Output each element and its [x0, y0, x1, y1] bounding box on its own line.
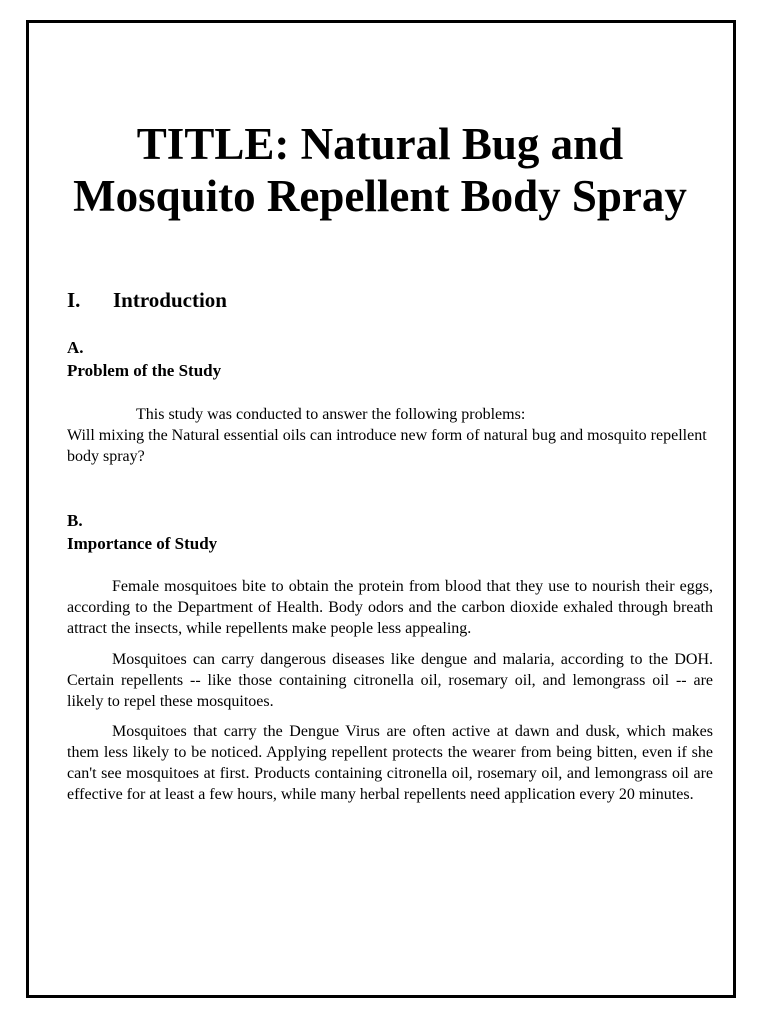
subsection-b-title: Importance of Study — [67, 534, 218, 553]
subsection-a-letter: A. — [67, 338, 84, 357]
subsection-b-letter: B. — [67, 511, 83, 530]
subsection-a-title: Problem of the Study — [67, 361, 222, 380]
section-title: Introduction — [113, 288, 227, 312]
document-title — [0, 118, 760, 222]
section-heading-introduction — [67, 286, 227, 314]
section-number: I. — [67, 288, 81, 312]
importance-paragraph-2: Mosquitoes can carry dangerous diseases like dengue and malaria, according to the DOH. Certain repellents -- like those containing citronella oil, rosemary oil, and lemongrass oil -- are likely to repel these mosquitoes. — [67, 651, 713, 710]
problem-question-text: Will mixing the Natural essential oils can introduce new form of natural bug and mosquito repellent body spray? — [67, 427, 707, 465]
problem-intro-text: This study was conducted to answer the following problems: — [136, 406, 526, 423]
title-line-2: Mosquito Repellent Body Spray — [73, 171, 687, 221]
title-line-1: TITLE: Natural Bug and — [136, 119, 624, 169]
importance-paragraph-3: Mosquitoes that carry the Dengue Virus are often active at dawn and dusk, which makes them less likely to be noticed. Applying repellent protects the wearer from being bitten, even if she can't see mosquitoes at first. Products containing citronella oil, rosemary oil, and lemongrass oil are effective for at least a few hours, while many herbal repellents need application every 20 minutes. — [67, 723, 713, 803]
importance-paragraph-1: Female mosquitoes bite to obtain the protein from blood that they use to nourish their eggs, according to the Department of Health. Body odors and the carbon dioxide exhaled through breath attract the insects, while repellents make people less appealing. — [67, 578, 713, 637]
